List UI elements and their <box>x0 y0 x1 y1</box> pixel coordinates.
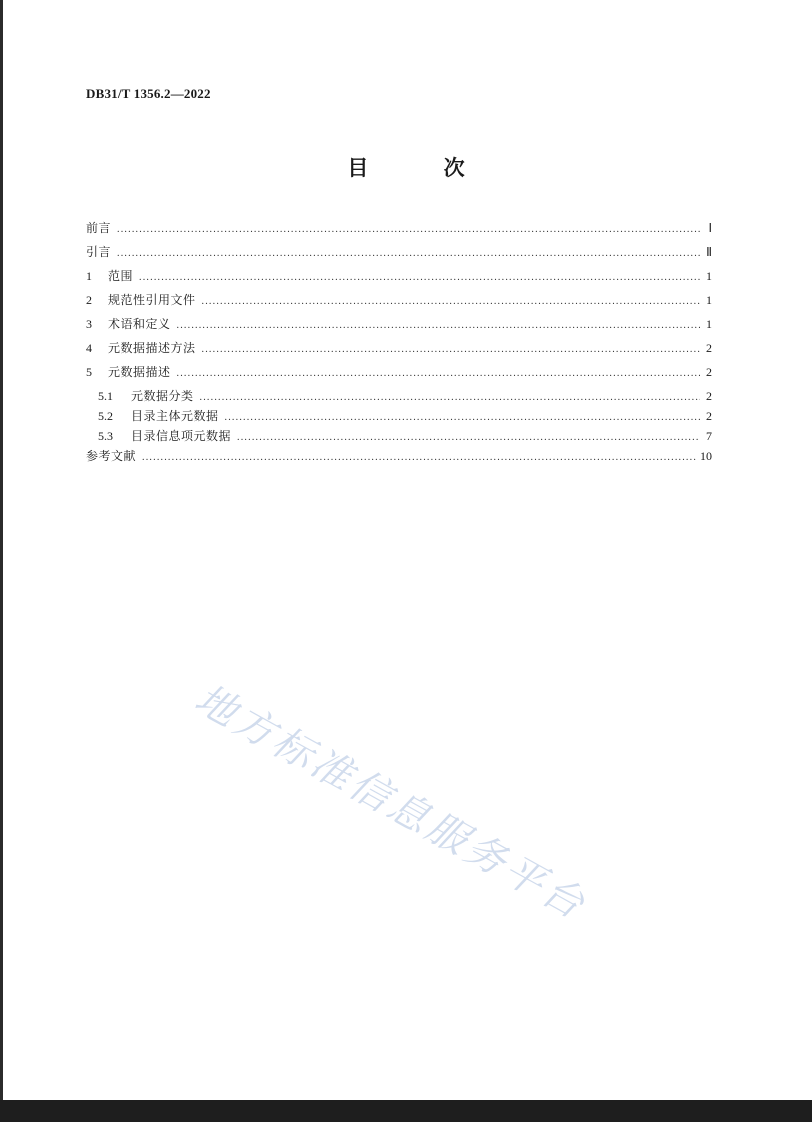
toc-entry-page: 1 <box>706 269 712 283</box>
toc-leader-dots <box>142 452 696 463</box>
toc-entry-number: 5 <box>86 365 92 379</box>
toc-entry-label: 范围 <box>108 269 134 283</box>
toc-leader-dots <box>200 392 700 403</box>
toc-entry-label: 元数据描述 <box>108 365 171 379</box>
toc-entry-number: 2 <box>86 293 92 307</box>
toc-entry-label: 规范性引用文件 <box>108 293 196 307</box>
toc-entry-label: 术语和定义 <box>108 317 171 331</box>
toc-entry-page: 10 <box>700 449 712 463</box>
toc-entry-label: 引言 <box>86 245 112 259</box>
toc-entry-number: 4 <box>86 341 92 355</box>
toc-leader-dots <box>237 432 700 443</box>
toc-leader-dots <box>225 412 700 423</box>
toc-entry-metadata-method[interactable] <box>86 339 712 363</box>
toc-entry-metadata-classification[interactable] <box>86 387 712 407</box>
toc-entry-page: 2 <box>706 409 712 423</box>
toc-entry-page: 1 <box>706 317 712 331</box>
toc-entry-page: 1 <box>706 293 712 307</box>
toc-entry-page: 2 <box>706 365 712 379</box>
toc-entry-label: 前言 <box>86 221 112 235</box>
toc-entry-number: 5.3 <box>98 429 113 443</box>
toc-title: 目 次 <box>347 156 499 180</box>
toc-entry-number: 3 <box>86 317 92 331</box>
toc-entry-metadata-description[interactable] <box>86 363 712 387</box>
watermark-text: 地方标准信息服务平台 <box>187 675 595 930</box>
toc-entry-page: Ⅰ <box>708 221 712 235</box>
toc-leader-dots <box>177 368 700 379</box>
toc-leader-dots <box>117 224 700 235</box>
toc-leader-dots <box>202 344 700 355</box>
toc-entry-label: 目录主体元数据 <box>131 409 219 423</box>
toc-entry-label: 目录信息项元数据 <box>131 429 232 443</box>
toc-entry-number: 5.1 <box>98 389 113 403</box>
toc-leader-dots <box>177 320 700 331</box>
toc-entry-label: 元数据分类 <box>131 389 194 403</box>
toc-entry-number: 1 <box>86 269 92 283</box>
table-of-contents <box>86 219 712 471</box>
toc-entry-terms-definitions[interactable] <box>86 315 712 339</box>
toc-entry-page: Ⅱ <box>706 245 712 259</box>
toc-entry-page: 2 <box>706 389 712 403</box>
toc-entry-catalog-subject-metadata[interactable] <box>86 407 712 427</box>
toc-entry-label: 参考文献 <box>86 449 137 463</box>
toc-leader-dots <box>117 248 700 259</box>
standard-code: DB31/T 1356.2—2022 <box>86 86 211 101</box>
toc-entry-normative-references[interactable] <box>86 291 712 315</box>
toc-entry-foreword[interactable] <box>86 219 712 243</box>
toc-entry-bibliography[interactable] <box>86 447 712 471</box>
page-bottom-edge <box>0 1100 812 1122</box>
toc-leader-dots <box>202 296 700 307</box>
toc-leader-dots <box>139 272 700 283</box>
toc-entry-page: 2 <box>706 341 712 355</box>
toc-entry-label: 元数据描述方法 <box>108 341 196 355</box>
toc-entry-page: 7 <box>706 429 712 443</box>
toc-entry-catalog-item-metadata[interactable] <box>86 427 712 447</box>
toc-entry-introduction[interactable] <box>86 243 712 267</box>
toc-entry-scope[interactable] <box>86 267 712 291</box>
toc-entry-number: 5.2 <box>98 409 113 423</box>
